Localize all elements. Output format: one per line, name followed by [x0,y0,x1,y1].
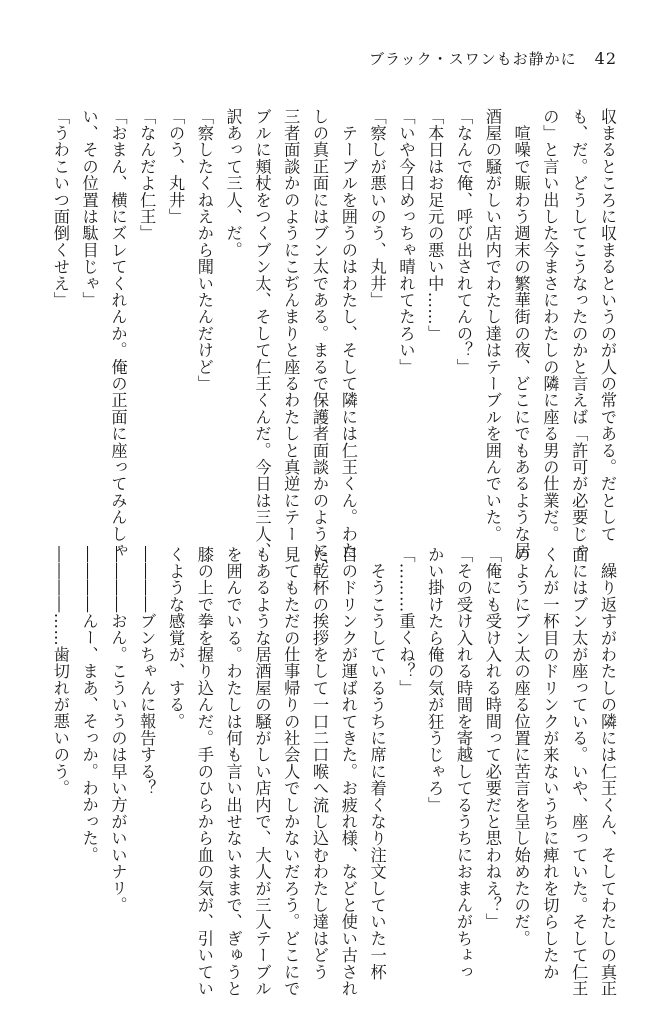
text-line: テーブルを囲うのはわたし、そして隣には仁王くん。わた [338,108,358,559]
text-line: もあるような居酒屋の騒がしい店内で、大人が三人テーブル [252,546,272,997]
text-line: を囲んでいる。わたしは何も言い出せないままで、ぎゅうと [223,546,243,997]
text-line: ブルに頬杖をつくブン太、そして仁王くんだ。今日は三人、 [252,108,272,559]
text-line: 「………重くね？」 [396,546,416,697]
text-line: ――――ブンちゃんに報告する？ [137,546,157,797]
text-line: 三者面談かのようにこぢんまりと座るわたしと真逆にテー [281,108,301,543]
text-line: 膝の上で拳を握り込んだ。手のひらから血の気が、引いてい [194,546,214,997]
text-line: しの真正面にはブン太である。まるで保護者面談かのように、 [310,108,330,576]
text-line: 訳あって三人、だ。 [223,108,243,259]
text-line: た乾杯の挨拶をして一口二口喉へ流し込むわたし達はどう [310,546,330,981]
text-line: い、その位置は駄目じゃ」 [79,108,99,309]
book-title: ブラック・スワンもお静かに [368,50,577,68]
text-line: 「俺にも受け入れる時間って必要だと思わねえ？」 [482,546,502,931]
page-number: 42 [594,49,617,68]
text-line: 「なんで俺、呼び出されてんの？」 [454,108,474,376]
text-line: 「本日はお足元の悪い中……」 [425,108,445,342]
text-line: かい掛けたら俺の気が狂うじゃろ」 [425,546,445,814]
text-line: の」と言い出した今まさにわたしの隣に座る男の仕業だ。 [540,108,560,543]
text-line: のようにブン太の座る位置に苦言を呈し始めたのだ。 [511,546,531,947]
text-line: 繰り返すがわたしの隣には仁王くん、そしてわたしの真正 [598,546,617,997]
text-line: そうこうしているうちに席に着くなり注文していた一杯 [367,546,387,981]
text-line: も、だ。どうしてこうなったのかと言えば「許可が必要じゃ [569,108,589,559]
text-line: 見てもただの仕事帰りの社会人でしかないだろう。どこにで [281,546,301,997]
text-line: ――――……歯切れが悪いのう。 [50,546,70,797]
text-line: 「察したくねえから聞いたんだけど」 [194,108,214,392]
text-block-lower [50,546,621,997]
text-line: 「おまん、横にズレてくれんか。俺の正面に座ってみんしゃ [108,108,128,559]
text-line: 収まるところに収まるというのが人の常である。だとして [598,108,617,543]
text-line: 「いや今日めっちゃ晴れてたろい」 [396,108,416,376]
text-line: 目のドリンクが運ばれてきた。お疲れ様、などと使い古され [338,546,358,997]
text-line: ――――んー、まあ、そっか。わかった。 [79,546,99,864]
text-line: ――――おん。こういうのは早い方がいいナリ。 [108,546,128,914]
text-line: くんが一杯目のドリンクが来ないうちに痺れを切らしたか [540,546,560,981]
text-line: 「うわこいつ面倒くせえ」 [50,108,70,309]
text-line: 「察しが悪いのう、丸井」 [367,108,387,309]
text-line: くような感覚が、する。 [166,546,186,730]
text-line: 喧噪で賑わう週末の繁華街の夜、どこにでもあるような居 [511,108,531,559]
text-line: 「なんだよ仁王」 [137,108,157,242]
text-line: 「のう、丸井」 [166,108,186,225]
text-block-upper [50,108,621,576]
text-line: 酒屋の騒がしい店内でわたし達はテーブルを囲んでいた。 [482,108,502,543]
text-line: 面にはブン太が座っている。いや、座っていた。そして仁王 [569,546,589,997]
running-header [369,48,617,69]
text-line: 「その受け入れる時間を寄越してるうちにおまんがちょっ [454,546,474,981]
